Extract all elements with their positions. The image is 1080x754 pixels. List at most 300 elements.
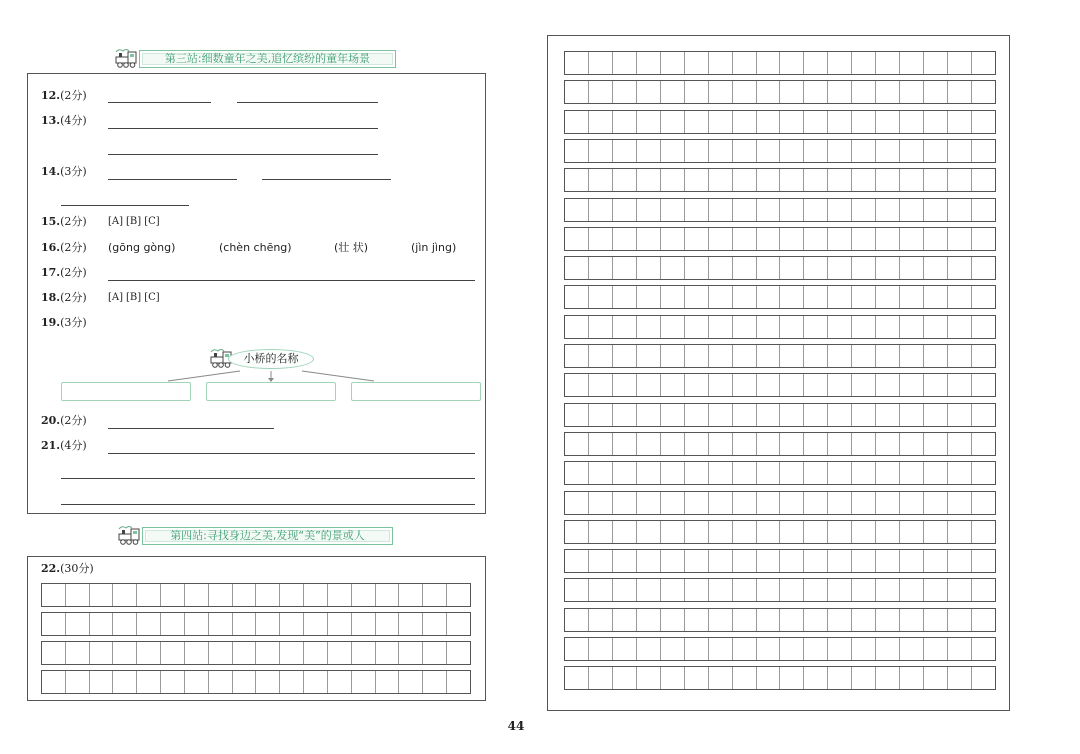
grid-cell <box>709 140 733 162</box>
grid-cell <box>876 404 900 426</box>
grid-cell <box>757 316 781 338</box>
grid-cell <box>661 199 685 221</box>
grid-cell <box>90 613 114 635</box>
grid-cell <box>709 579 733 601</box>
grid-cell <box>733 52 757 74</box>
grid-cell <box>972 140 995 162</box>
grid-cell <box>972 433 995 455</box>
answer-line <box>108 102 211 103</box>
grid-cell <box>613 169 637 191</box>
grid-cell <box>209 613 233 635</box>
question-score: (3分) <box>60 316 87 329</box>
grid-cell <box>685 316 709 338</box>
grid-cell <box>948 169 972 191</box>
answer-line <box>108 154 378 155</box>
grid-cell <box>852 228 876 250</box>
grid-cell <box>924 316 948 338</box>
grid-cell <box>804 316 828 338</box>
grid-cell <box>661 316 685 338</box>
grid-cell <box>589 140 613 162</box>
grid-cell <box>804 257 828 279</box>
grid-cell <box>685 638 709 660</box>
grid-row <box>564 432 996 456</box>
grid-cell <box>780 111 804 133</box>
grid-cell <box>352 671 376 693</box>
grid-cell <box>900 404 924 426</box>
grid-cell <box>185 584 209 606</box>
grid-cell <box>972 228 995 250</box>
grid-cell <box>876 257 900 279</box>
grid-cell <box>924 345 948 367</box>
grid-cell <box>565 579 589 601</box>
page-number: 44 <box>507 719 525 733</box>
grid-cell <box>589 492 613 514</box>
grid-cell <box>900 374 924 396</box>
grid-cell <box>352 584 376 606</box>
grid-cell <box>637 492 661 514</box>
grid-row <box>564 139 996 163</box>
grid-cell <box>565 199 589 221</box>
grid-cell <box>972 286 995 308</box>
grid-cell <box>637 345 661 367</box>
grid-cell <box>161 671 185 693</box>
grid-cell <box>780 169 804 191</box>
grid-cell <box>613 316 637 338</box>
grid-cell <box>709 404 733 426</box>
grid-row <box>564 51 996 75</box>
grid-cell <box>637 521 661 543</box>
grid-cell <box>900 257 924 279</box>
grid-cell <box>924 433 948 455</box>
grid-cell <box>709 169 733 191</box>
grid-cell <box>924 492 948 514</box>
grid-cell <box>780 433 804 455</box>
grid-cell <box>661 609 685 631</box>
answer-line <box>108 128 378 129</box>
grid-cell <box>66 642 90 664</box>
grid-cell <box>565 111 589 133</box>
grid-cell <box>637 316 661 338</box>
grid-row <box>564 315 996 339</box>
grid-cell <box>780 609 804 631</box>
grid-cell <box>948 667 972 689</box>
grid-cell <box>876 550 900 572</box>
grid-cell <box>924 579 948 601</box>
grid-cell <box>804 199 828 221</box>
grid-cell <box>637 81 661 103</box>
grid-cell <box>852 462 876 484</box>
grid-cell <box>900 433 924 455</box>
grid-cell <box>637 667 661 689</box>
grid-cell <box>828 140 852 162</box>
grid-cell <box>924 667 948 689</box>
grid-cell <box>565 492 589 514</box>
grid-cell <box>661 228 685 250</box>
grid-cell <box>828 492 852 514</box>
option-b: [B] <box>126 292 142 303</box>
grid-cell <box>900 111 924 133</box>
grid-cell <box>589 462 613 484</box>
grid-cell <box>661 550 685 572</box>
grid-cell <box>876 316 900 338</box>
grid-cell <box>661 433 685 455</box>
grid-cell <box>900 492 924 514</box>
grid-cell <box>828 579 852 601</box>
grid-cell <box>757 433 781 455</box>
grid-cell <box>804 433 828 455</box>
grid-cell <box>709 638 733 660</box>
grid-cell <box>661 492 685 514</box>
grid-cell <box>757 169 781 191</box>
grid-cell <box>613 609 637 631</box>
grid-cell <box>852 521 876 543</box>
grid-cell <box>733 111 757 133</box>
grid-cell <box>685 228 709 250</box>
grid-cell <box>948 609 972 631</box>
grid-cell <box>637 140 661 162</box>
grid-cell <box>757 345 781 367</box>
grid-cell <box>661 667 685 689</box>
grid-cell <box>924 521 948 543</box>
grid-cell <box>685 257 709 279</box>
grid-cell <box>733 316 757 338</box>
grid-cell <box>733 140 757 162</box>
question-number: 21. <box>41 439 61 452</box>
grid-cell <box>972 81 995 103</box>
grid-cell <box>376 613 400 635</box>
grid-cell <box>733 609 757 631</box>
grid-cell <box>876 462 900 484</box>
grid-cell <box>185 671 209 693</box>
grid-cell <box>924 404 948 426</box>
grid-cell <box>613 52 637 74</box>
grid-cell <box>589 521 613 543</box>
grid-cell <box>685 81 709 103</box>
grid-cell <box>209 642 233 664</box>
question-number: 16. <box>41 241 61 254</box>
grid-cell <box>565 81 589 103</box>
grid-cell <box>709 492 733 514</box>
grid-cell <box>637 286 661 308</box>
grid-cell <box>42 642 66 664</box>
grid-cell <box>804 462 828 484</box>
grid-cell <box>972 638 995 660</box>
grid-cell <box>757 609 781 631</box>
grid-cell <box>924 257 948 279</box>
grid-cell <box>613 579 637 601</box>
grid-cell <box>828 286 852 308</box>
grid-cell <box>876 521 900 543</box>
grid-cell <box>828 374 852 396</box>
grid-cell <box>661 286 685 308</box>
grid-cell <box>924 111 948 133</box>
grid-cell <box>685 667 709 689</box>
grid-cell <box>972 492 995 514</box>
grid-cell <box>637 111 661 133</box>
grid-row <box>564 520 996 544</box>
section-banner-station-4: 第四站:寻找身边之美,发现“美”的景或人 <box>142 527 393 545</box>
grid-cell <box>948 462 972 484</box>
option-a: [A] <box>108 216 124 227</box>
grid-cell <box>757 492 781 514</box>
grid-cell <box>972 199 995 221</box>
grid-cell <box>972 579 995 601</box>
grid-cell <box>948 638 972 660</box>
grid-cell <box>613 638 637 660</box>
grid-cell <box>685 111 709 133</box>
grid-cell <box>685 492 709 514</box>
grid-cell <box>589 228 613 250</box>
grid-cell <box>948 492 972 514</box>
grid-cell <box>876 286 900 308</box>
grid-cell <box>565 667 589 689</box>
grid-cell <box>924 81 948 103</box>
question-score: (2分) <box>60 215 87 228</box>
grid-row <box>564 578 996 602</box>
grid-cell <box>924 140 948 162</box>
grid-cell <box>685 609 709 631</box>
grid-cell <box>661 345 685 367</box>
grid-cell <box>757 111 781 133</box>
grid-cell <box>948 345 972 367</box>
grid-cell <box>447 584 470 606</box>
grid-cell <box>90 584 114 606</box>
question-number: 19. <box>41 316 61 329</box>
grid-cell <box>661 111 685 133</box>
question-15-label <box>41 216 87 228</box>
grid-cell <box>613 199 637 221</box>
grid-cell <box>757 374 781 396</box>
grid-cell <box>852 316 876 338</box>
grid-row <box>564 491 996 515</box>
grid-cell <box>900 286 924 308</box>
grid-cell <box>828 199 852 221</box>
option-c: [C] <box>144 216 160 227</box>
grid-cell <box>900 316 924 338</box>
grid-cell <box>613 374 637 396</box>
grid-cell <box>900 462 924 484</box>
grid-cell <box>948 374 972 396</box>
grid-cell <box>852 140 876 162</box>
grid-cell <box>900 169 924 191</box>
grid-cell <box>948 140 972 162</box>
grid-cell <box>613 111 637 133</box>
grid-cell <box>876 81 900 103</box>
grid-cell <box>900 521 924 543</box>
grid-cell <box>852 550 876 572</box>
grid-cell <box>828 169 852 191</box>
grid-cell <box>42 613 66 635</box>
grid-cell <box>828 609 852 631</box>
grid-cell <box>733 345 757 367</box>
grid-cell <box>709 52 733 74</box>
grid-cell <box>685 521 709 543</box>
grid-cell <box>589 345 613 367</box>
grid-cell <box>709 609 733 631</box>
diagram-title: 小桥的名称 <box>228 349 314 369</box>
grid-cell <box>280 584 304 606</box>
grid-cell <box>804 374 828 396</box>
grid-cell <box>852 433 876 455</box>
grid-cell <box>757 81 781 103</box>
grid-cell <box>828 638 852 660</box>
grid-cell <box>852 81 876 103</box>
grid-cell <box>900 579 924 601</box>
grid-cell <box>733 169 757 191</box>
answer-area-station-4 <box>27 556 486 701</box>
grid-row <box>564 637 996 661</box>
grid-cell <box>733 433 757 455</box>
grid-cell <box>852 609 876 631</box>
diagram-answer-box <box>206 382 336 401</box>
grid-row <box>564 461 996 485</box>
grid-cell <box>637 433 661 455</box>
grid-cell <box>256 671 280 693</box>
question-score: (2分) <box>60 291 87 304</box>
grid-cell <box>233 642 257 664</box>
grid-cell <box>613 140 637 162</box>
grid-row <box>564 666 996 690</box>
grid-cell <box>661 579 685 601</box>
grid-cell <box>613 257 637 279</box>
grid-cell <box>685 169 709 191</box>
grid-cell <box>757 228 781 250</box>
grid-cell <box>924 374 948 396</box>
grid-cell <box>709 199 733 221</box>
question-score: (2分) <box>60 266 87 279</box>
grid-cell <box>780 199 804 221</box>
grid-cell <box>733 492 757 514</box>
grid-cell <box>90 642 114 664</box>
grid-cell <box>280 613 304 635</box>
grid-cell <box>733 521 757 543</box>
option-b: [B] <box>126 216 142 227</box>
question-score: (4分) <box>60 114 87 127</box>
question-number: 12. <box>41 89 61 102</box>
composition-grid <box>564 51 996 691</box>
grid-cell <box>804 550 828 572</box>
grid-cell <box>852 579 876 601</box>
grid-cell <box>709 81 733 103</box>
grid-cell <box>757 667 781 689</box>
grid-cell <box>709 316 733 338</box>
grid-row <box>41 641 471 665</box>
grid-cell <box>685 140 709 162</box>
grid-cell <box>876 111 900 133</box>
grid-cell <box>637 52 661 74</box>
grid-cell <box>733 199 757 221</box>
grid-cell <box>972 345 995 367</box>
grid-cell <box>304 613 328 635</box>
grid-cell <box>90 671 114 693</box>
grid-cell <box>852 257 876 279</box>
answer-line <box>108 280 475 281</box>
grid-cell <box>948 286 972 308</box>
grid-cell <box>804 52 828 74</box>
grid-cell <box>948 316 972 338</box>
grid-cell <box>780 404 804 426</box>
grid-cell <box>613 550 637 572</box>
grid-row <box>564 110 996 134</box>
grid-cell <box>589 52 613 74</box>
grid-cell <box>447 642 470 664</box>
grid-cell <box>852 492 876 514</box>
grid-cell <box>589 609 613 631</box>
grid-cell <box>113 642 137 664</box>
grid-cell <box>161 642 185 664</box>
grid-cell <box>876 199 900 221</box>
grid-cell <box>733 667 757 689</box>
grid-cell <box>637 169 661 191</box>
grid-cell <box>733 257 757 279</box>
grid-cell <box>613 81 637 103</box>
option-a: [A] <box>108 292 124 303</box>
grid-cell <box>685 550 709 572</box>
grid-cell <box>661 52 685 74</box>
grid-cell <box>733 550 757 572</box>
grid-cell <box>804 228 828 250</box>
grid-row <box>564 608 996 632</box>
grid-cell <box>661 140 685 162</box>
grid-cell <box>709 257 733 279</box>
grid-cell <box>804 667 828 689</box>
grid-cell <box>757 550 781 572</box>
grid-cell <box>733 374 757 396</box>
grid-cell <box>876 228 900 250</box>
grid-cell <box>589 257 613 279</box>
grid-cell <box>565 462 589 484</box>
grid-cell <box>900 550 924 572</box>
grid-cell <box>852 374 876 396</box>
grid-cell <box>876 52 900 74</box>
grid-cell <box>589 286 613 308</box>
answer-line <box>61 504 475 505</box>
question-13-label <box>41 115 87 127</box>
grid-cell <box>780 140 804 162</box>
question-score: (4分) <box>60 439 87 452</box>
grid-cell <box>233 584 257 606</box>
grid-cell <box>948 111 972 133</box>
grid-cell <box>924 199 948 221</box>
answer-area-station-3 <box>27 73 486 514</box>
grid-cell <box>328 613 352 635</box>
grid-cell <box>876 140 900 162</box>
grid-cell <box>613 492 637 514</box>
grid-cell <box>376 642 400 664</box>
grid-cell <box>256 613 280 635</box>
grid-cell <box>66 671 90 693</box>
connector-line-right <box>302 371 374 381</box>
grid-cell <box>876 433 900 455</box>
grid-cell <box>948 433 972 455</box>
grid-cell <box>661 81 685 103</box>
grid-cell <box>972 404 995 426</box>
grid-cell <box>709 521 733 543</box>
grid-row <box>564 285 996 309</box>
grid-cell <box>447 613 470 635</box>
diagram-answer-box <box>61 382 191 401</box>
grid-cell <box>780 345 804 367</box>
grid-cell <box>589 81 613 103</box>
grid-cell <box>876 579 900 601</box>
diagram-connectors <box>28 369 486 383</box>
train-icon <box>116 524 142 546</box>
grid-cell <box>757 257 781 279</box>
grid-row <box>564 344 996 368</box>
question-score: (30分) <box>60 562 94 575</box>
grid-cell <box>948 199 972 221</box>
grid-cell <box>804 609 828 631</box>
